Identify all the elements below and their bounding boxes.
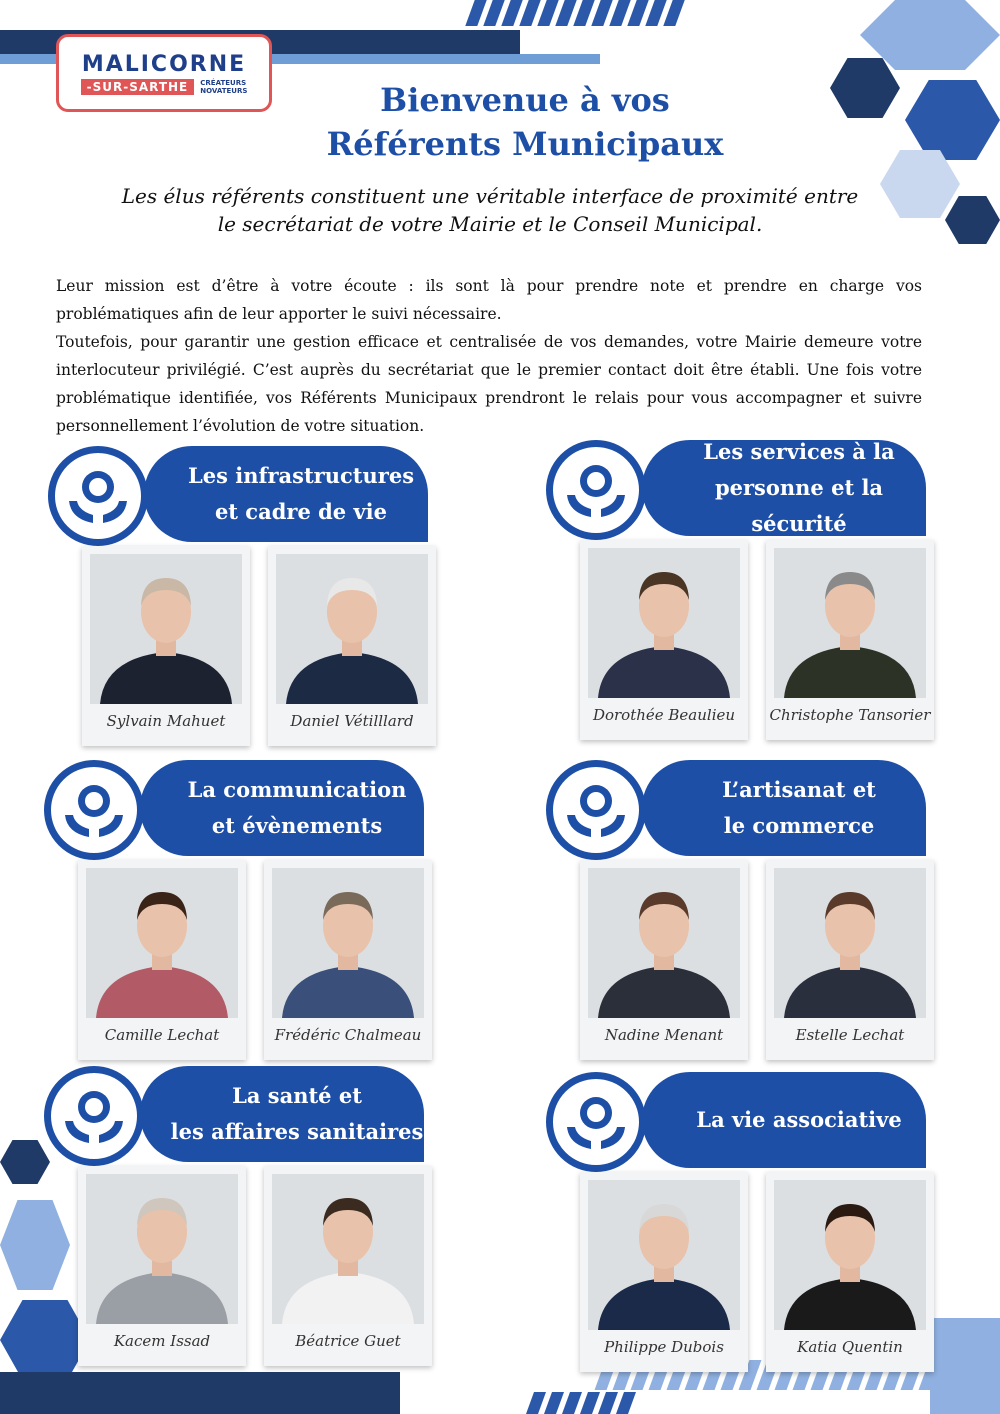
- page-title: [260, 78, 790, 166]
- logo-subtitle: -SUR-SARTHE: [81, 79, 195, 95]
- logo-tagline-2: NOVATEURS: [200, 86, 248, 95]
- caduceus-hands-icon: [44, 1066, 144, 1166]
- section-title-line-2: le commerce: [723, 813, 875, 838]
- referent-section: [44, 1066, 444, 1366]
- referent-section: [546, 760, 946, 1060]
- referent-section: [48, 446, 448, 746]
- decorative-hexagon: [905, 80, 1000, 160]
- referent-photo: [588, 548, 740, 698]
- mission-paragraph-2: Toutefois, pour garantir une gestion efficace et centralisée de vos demandes, votre Mairie demeure votre interlocuteur privilégié. C’est auprès du secrétariat que le premier contact doit être établi. Une fois votre problématique identifiée, vos Référents Municipaux prendront le relais pour vous accompagner et suivre personnellement l’évolution de votre situation.: [56, 333, 922, 435]
- section-title: [140, 760, 424, 856]
- referent-photo: [276, 554, 428, 704]
- section-title: [140, 1066, 424, 1162]
- referent-cards: [82, 546, 436, 746]
- referent-cards: [78, 860, 432, 1060]
- logo-subline: [81, 79, 248, 95]
- logo-wordmark: MALICORNE: [81, 51, 247, 77]
- decorative-stripes: [530, 1392, 632, 1414]
- referent-name: Daniel Vétilllard: [290, 712, 414, 730]
- section-title-line-1: La santé et: [232, 1083, 362, 1108]
- section-title-line-2: et cadre de vie: [214, 499, 388, 524]
- section-title-line-1: L’artisanat et: [722, 777, 876, 802]
- section-title-line-2: les affaires sanitaires: [170, 1119, 424, 1144]
- referent-name: Sylvain Mahuet: [106, 712, 226, 730]
- referent-name: Camille Lechat: [104, 1026, 220, 1044]
- logo-tagline: [200, 79, 247, 95]
- referent-section: [44, 760, 444, 1060]
- referent-photo: [774, 1180, 926, 1330]
- family-shield-hands-icon: [546, 440, 646, 540]
- shop-hands-icon: [546, 760, 646, 860]
- section-title: [642, 1072, 926, 1168]
- referent-photo: [588, 1180, 740, 1330]
- city-tree-hands-icon: [48, 446, 148, 546]
- section-title: [642, 760, 926, 856]
- mission-text: [56, 272, 922, 440]
- section-title: [642, 440, 926, 536]
- referent-card: [766, 1172, 934, 1372]
- referent-name: Kacem Issad: [113, 1332, 211, 1350]
- section-title-line-1: La vie associative: [696, 1107, 902, 1132]
- section-title-line-1: La communication: [187, 777, 407, 802]
- referent-name: Katia Quentin: [797, 1338, 903, 1356]
- decorative-stripes: [470, 0, 680, 26]
- referent-name: Dorothée Beaulieu: [592, 706, 736, 724]
- referent-card: [766, 540, 934, 740]
- referent-card: [268, 546, 436, 746]
- section-title-line-1: Les services à la: [703, 439, 895, 464]
- intro-text: [40, 182, 940, 238]
- referent-photo: [774, 868, 926, 1018]
- referent-cards: [580, 540, 934, 740]
- decorative-hexagon: [830, 58, 900, 118]
- broadcast-calendar-hands-icon: [44, 760, 144, 860]
- referent-photo: [86, 1174, 238, 1324]
- referent-name: Frédéric Chalmeau: [274, 1026, 422, 1044]
- decorative-hexagon: [945, 196, 1000, 244]
- referent-card: [78, 1166, 246, 1366]
- section-title-line-1: Les infrastructures: [187, 463, 415, 488]
- referent-photo: [272, 868, 424, 1018]
- referent-card: [264, 860, 432, 1060]
- referent-section: [546, 1072, 946, 1372]
- referent-photo: [774, 548, 926, 698]
- referent-card: [580, 1172, 748, 1372]
- section-title-line-2: personne et la sécurité: [714, 475, 884, 536]
- decorative-hexagon: [0, 1140, 50, 1184]
- intro-line-1: Les élus référents constituent une véritable interface de proximité entre: [121, 184, 859, 208]
- referent-name: Christophe Tansorier: [769, 706, 931, 724]
- logo-tagline-1: CRÉATEURS: [200, 78, 247, 87]
- referent-photo: [272, 1174, 424, 1324]
- referent-card: [82, 546, 250, 746]
- page-title-line-2: Référents Municipaux: [326, 125, 724, 163]
- referent-card: [78, 860, 246, 1060]
- referent-name: Nadine Menant: [604, 1026, 724, 1044]
- referent-card: [264, 1166, 432, 1366]
- referent-name: Philippe Dubois: [604, 1338, 724, 1356]
- referent-card: [580, 860, 748, 1060]
- page-title-line-1: Bienvenue à vos: [380, 81, 670, 119]
- referent-photo: [86, 868, 238, 1018]
- section-title: [144, 446, 428, 542]
- referent-photo: [588, 868, 740, 1018]
- referent-section: [546, 440, 946, 740]
- referent-name: Béatrice Guet: [295, 1332, 401, 1350]
- referent-card: [766, 860, 934, 1060]
- group-hands-icon: [546, 1072, 646, 1172]
- municipality-logo: [56, 34, 272, 112]
- referent-photo: [90, 554, 242, 704]
- intro-line-2: le secrétariat de votre Mairie et le Conseil Municipal.: [217, 212, 763, 236]
- referent-name: Estelle Lechat: [795, 1026, 905, 1044]
- mission-paragraph-1: Leur mission est d’être à votre écoute : ils sont là pour prendre note et prendre en charge vos problématiques afin de leur apporter le suivi nécessaire.: [56, 277, 922, 323]
- referent-card: [580, 540, 748, 740]
- section-title-line-2: et évènements: [211, 813, 383, 838]
- referent-cards: [580, 1172, 934, 1372]
- referent-cards: [78, 1166, 432, 1366]
- referent-cards: [580, 860, 934, 1060]
- decorative-band: [0, 1372, 400, 1414]
